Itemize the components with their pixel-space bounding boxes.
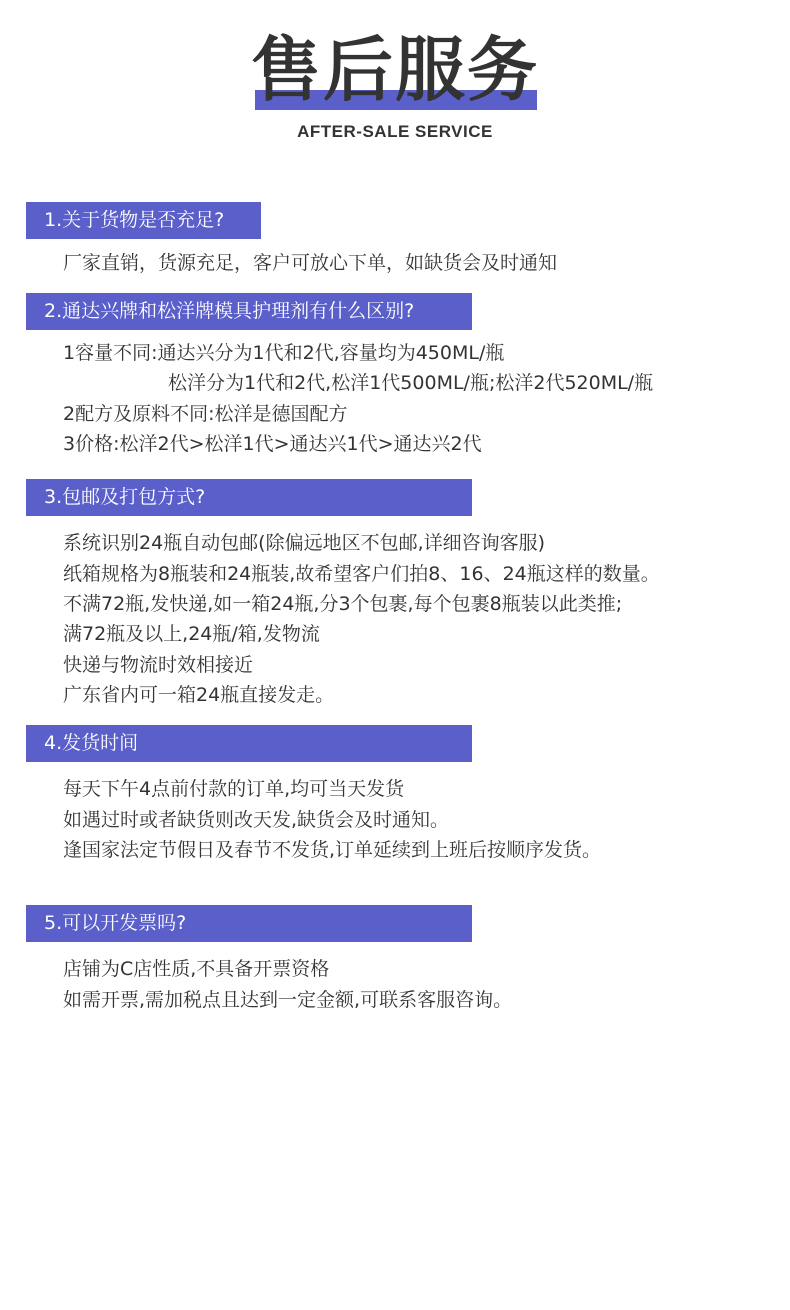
- section-heading-brand-difference: 2.通达兴牌和松洋牌模具护理剂有什么区别?: [26, 293, 472, 330]
- section-2-line-1: 1容量不同:通达兴分为1代和2代,容量均为450ML/瓶: [63, 342, 505, 364]
- section-2-line-2: 松洋分为1代和2代,松洋1代500ML/瓶;松洋2代520ML/瓶: [168, 372, 654, 394]
- page-title-block: [0, 28, 790, 118]
- section-heading-delivery-time: 4.发货时间: [26, 725, 472, 762]
- page-title: 售后服务: [251, 29, 539, 111]
- section-4-line-3: 逢国家法定节假日及春节不发货,订单延续到上班后按顺序发货。: [63, 839, 602, 861]
- page-subtitle: AFTER-SALE SERVICE: [297, 122, 493, 141]
- section-4-line-1: 每天下午4点前付款的订单,均可当天发货: [63, 778, 405, 800]
- section-heading-goods-availability: 1.关于货物是否充足?: [26, 202, 261, 239]
- section-2-line-3: 2配方及原料不同:松洋是德国配方: [63, 403, 348, 425]
- section-3-line-6: 广东省内可一箱24瓶直接发走。: [63, 684, 335, 706]
- section-2-line-4: 3价格:松洋2代>松洋1代>通达兴1代>通达兴2代: [63, 433, 482, 455]
- section-heading-invoice: 5.可以开发票吗?: [26, 905, 472, 942]
- section-3-line-1: 系统识别24瓶自动包邮(除偏远地区不包邮,详细咨询客服): [63, 532, 546, 554]
- section-1-line-1: 厂家直销，货源充足，客户可放心下单，如缺货会及时通知: [63, 252, 558, 274]
- section-5-line-2: 如需开票,需加税点且达到一定金额,可联系客服咨询。: [63, 989, 513, 1011]
- section-3-line-3: 不满72瓶,发快递,如一箱24瓶,分3个包裹,每个包裹8瓶装以此类推;: [63, 593, 623, 615]
- section-3-line-4: 满72瓶及以上,24瓶/箱,发物流: [63, 623, 320, 645]
- section-4-line-2: 如遇过时或者缺货则改天发,缺货会及时通知。: [63, 809, 450, 831]
- section-3-line-5: 快递与物流时效相接近: [63, 654, 254, 676]
- section-3-line-2: 纸箱规格为8瓶装和24瓶装,故希望客户们拍8、16、24瓶这样的数量。: [63, 563, 660, 585]
- section-heading-shipping-packing: 3.包邮及打包方式?: [26, 479, 472, 516]
- section-5-line-1: 店铺为C店性质,不具备开票资格: [63, 958, 330, 980]
